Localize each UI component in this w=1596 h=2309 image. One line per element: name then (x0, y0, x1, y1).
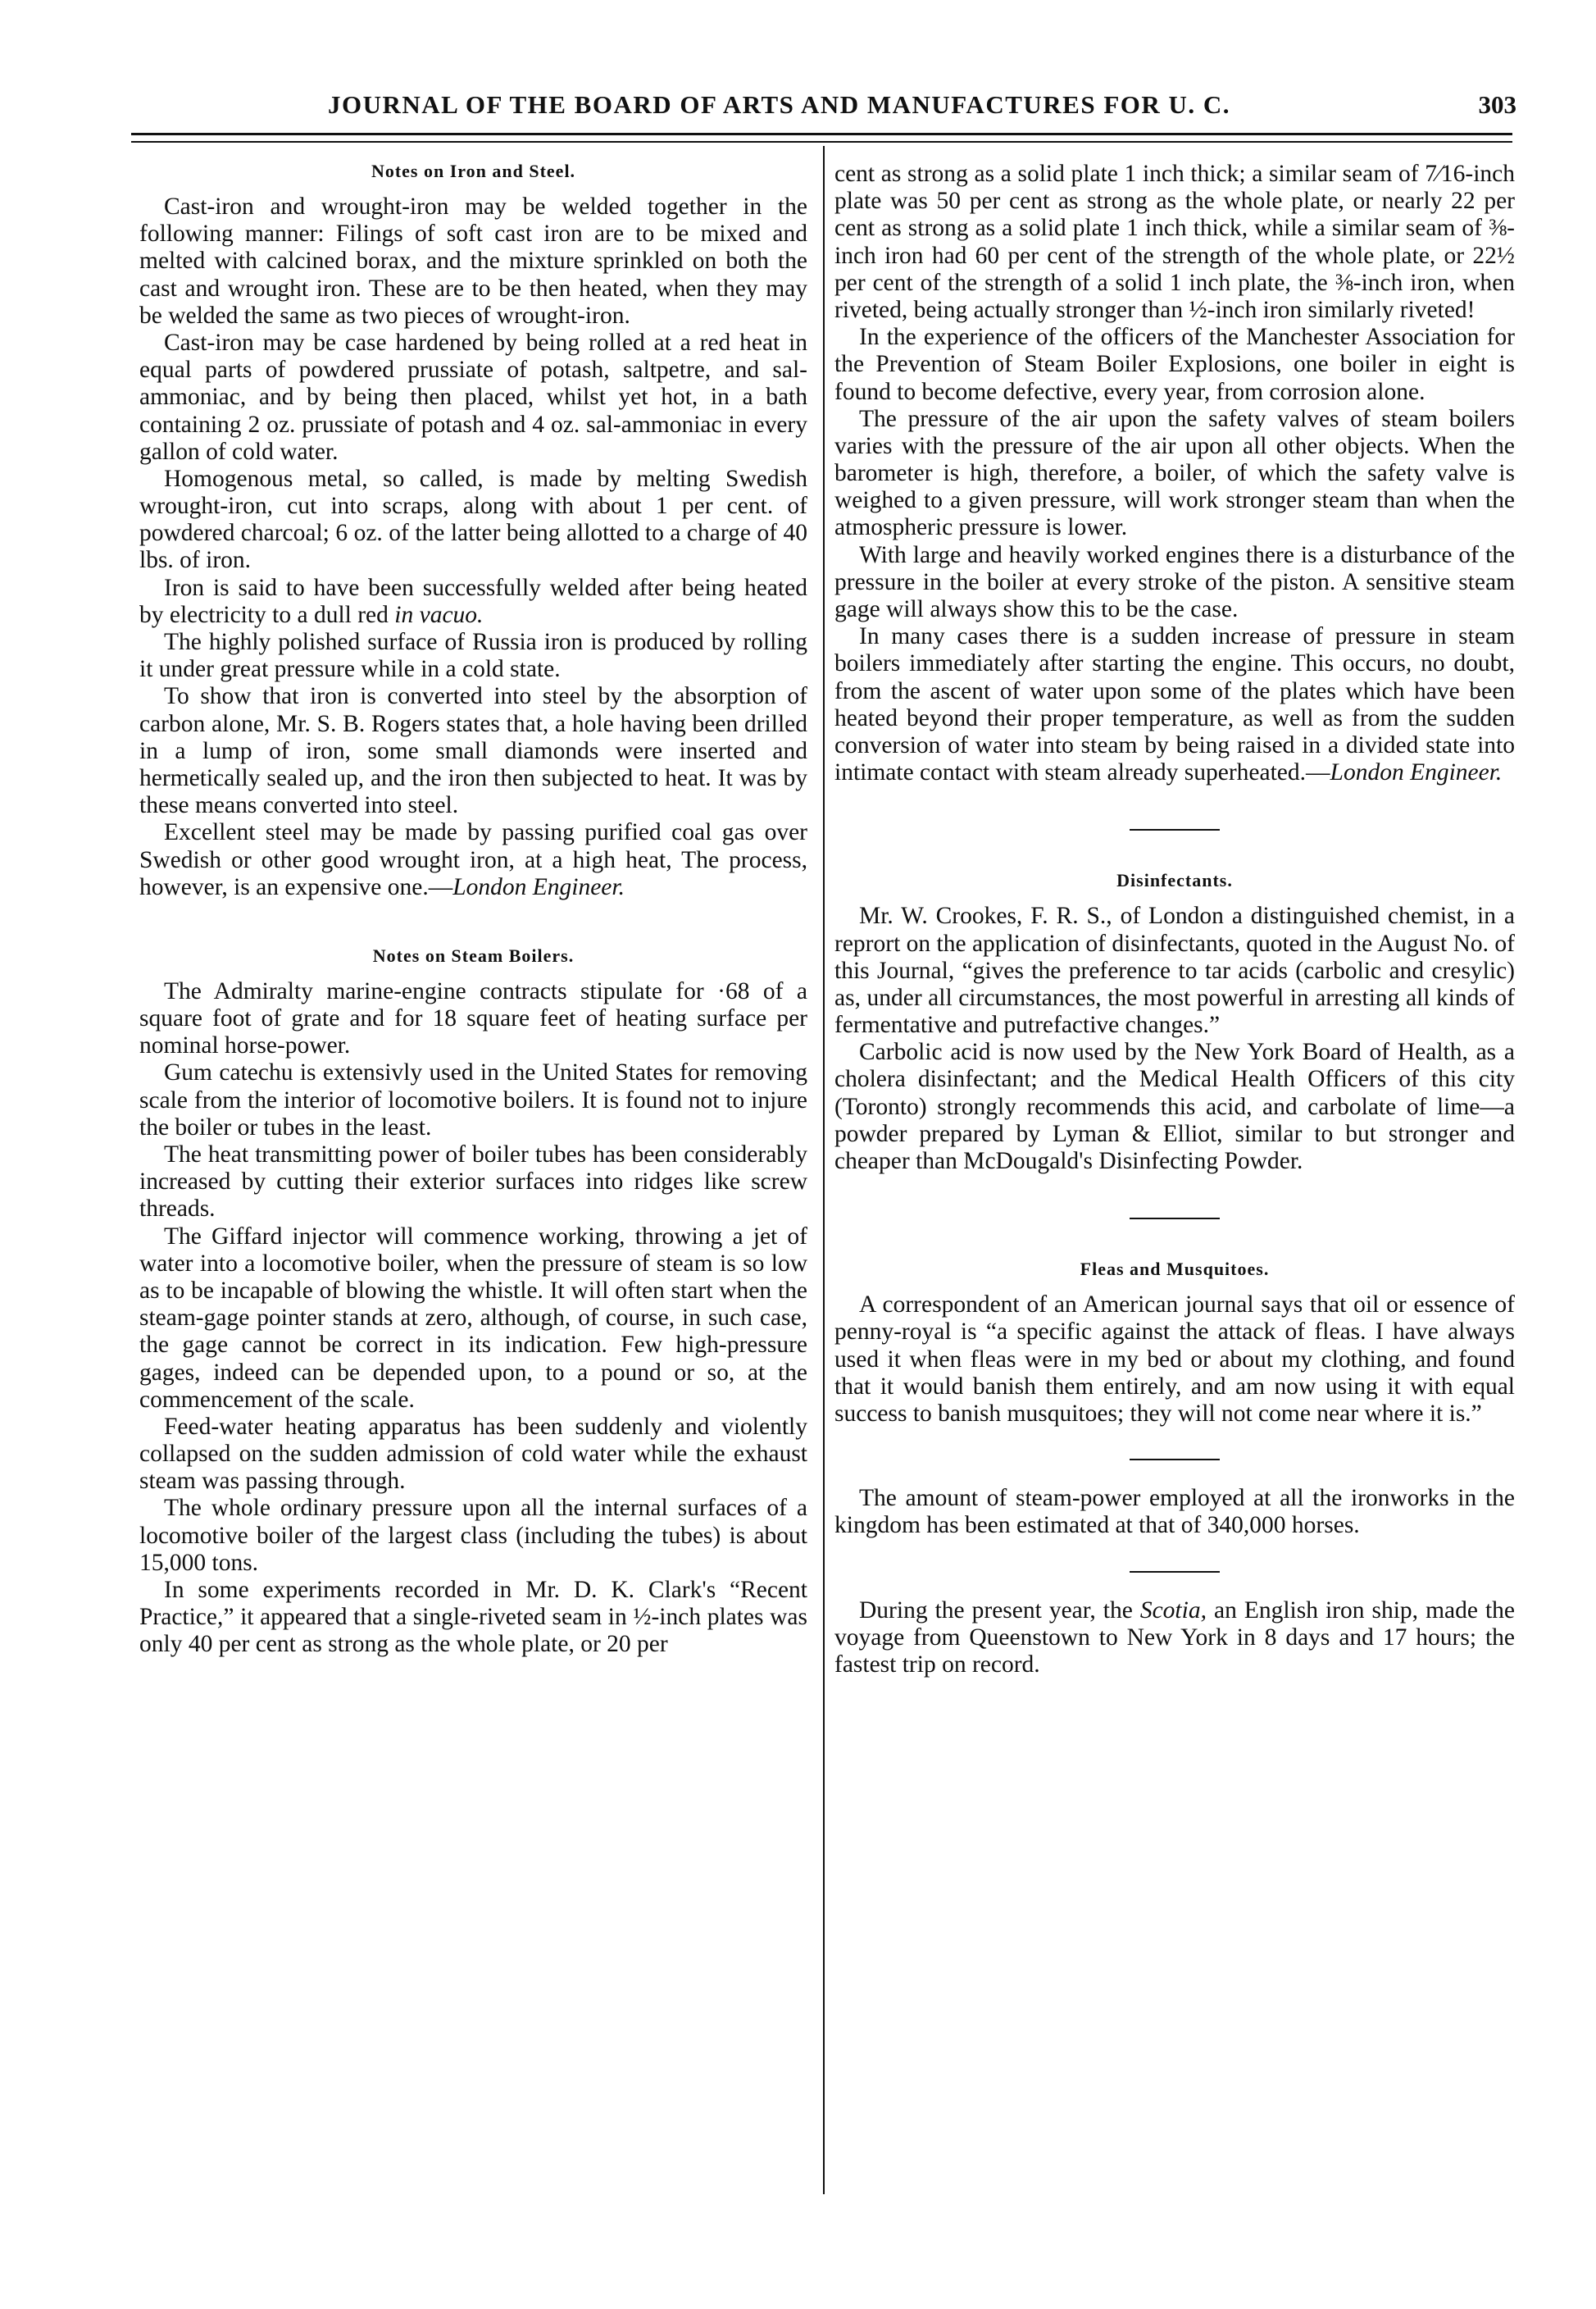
section-separator (1130, 1459, 1220, 1460)
paragraph: Cast-iron and wrought-iron may be welded together in the following manner: Filings of soft cast iron are to be mixed and melted with calcined borax, and the mixture sprinkled on both the cast and wrought iron. These are to be then heated, when they may be welded the same as two pieces of wrought-iron. (139, 194, 807, 329)
source-citation: London Engineer. (452, 873, 625, 900)
paragraph: Carbolic acid is now used by the New York Board of Health, as a cholera disinfectant; and the Medical Health Officers of this city (Toronto) strongly recommends this acid, and carbolate of lime—a powder prepared by Lyman & Elliot, similar to but stronger and cheaper than McDougald's Disinfecting Powder. (834, 1039, 1515, 1174)
paragraph: Cast-iron may be case hardened by being rolled at a red heat in equal parts of powdered prussiate of potash, saltpetre, and sal-ammoniac, and by being then placed, whilst yet hot, in a bath containing 2 oz. prussiate of potash and 4 oz. sal-ammoniac in every gallon of cold water. (139, 329, 807, 465)
paragraph: To show that iron is converted into steel by the absorption of carbon alone, Mr. S. B. Rogers states that, a hole having been drilled in a lump of iron, some small diamonds were inserted and hermetically sealed up, and the iron then subjected to heat. It was by these means converted into steel. (139, 683, 807, 819)
left-column (139, 161, 807, 1659)
paragraph: The amount of steam-power employed at all the ironworks in the kingdom has been estimated at that of 340,000 horses. (834, 1485, 1515, 1539)
article-title-disinfectants: Disinfectants. (1116, 870, 1233, 891)
article-title-iron-steel: Notes on Iron and Steel. (371, 161, 576, 181)
paragraph: Mr. W. Crookes, F. R. S., of London a distinguished chemist, in a reprort on the application of disinfectants, quoted in the August No. of this Journal, “gives the preference to tar acids (carbolic and cresylic) as, under all circumstances, the most powerful in arresting all kinds of fermentative and putrefactive changes.” (834, 903, 1515, 1039)
section-separator (1130, 829, 1220, 831)
paragraph (139, 819, 807, 901)
journal-title: JOURNAL OF THE BOARD OF ARTS AND MANUFACTURES FOR U. C. (328, 90, 1231, 119)
paragraph-text: Excellent steel may be made by passing purified coal gas over Swedish or other good wrought iron, at a high heat, The process, however, is an expensive one.— (139, 819, 807, 900)
paragraph: The highly polished surface of Russia iron is produced by rolling it under great pressure while in a cold state. (139, 629, 807, 683)
page-number: 303 (1478, 90, 1516, 119)
column-divider (823, 146, 825, 2194)
italic-phrase: in vacuo. (394, 601, 484, 628)
paragraph: Feed-water heating apparatus has been suddenly and violently collapsed on the sudden admission of cold water while the exhaust steam was passing through. (139, 1413, 807, 1495)
section-separator (1130, 1218, 1220, 1219)
section-gap (139, 901, 807, 945)
paragraph-text: an English iron ship, made the voyage from Queenstown to New York in 8 days and 17 hours; the fastest trip on record. (834, 1596, 1515, 1678)
paragraph: Homogenous metal, so called, is made by melting Swedish wrought-iron, cut into scraps, along with about 1 per cent. of powdered charcoal; 6 oz. of the latter being allotted to a charge of 40 lbs. of iron. (139, 465, 807, 574)
paragraph: In the experience of the officers of the Manchester Association for the Prevention of Steam Boiler Explosions, one boiler in eight is found to become defective, every year, from corrosion alone. (834, 324, 1515, 405)
paragraph-text: In many cases there is a sudden increase of pressure in steam boilers immediately after starting the engine. This occurs, no doubt, from the ascent of water upon some of the plates which have been heated beyond their proper temperature, as well as from the sudden conversion of water into steam by being raised in a divided state into intimate contact with steam already superheated.— (834, 623, 1515, 786)
paragraph: The Admiralty marine-engine contracts stipulate for ·68 of a square foot of grate and for 18 square feet of heating surface per nominal horse-power. (139, 977, 807, 1059)
paragraph: In some experiments recorded in Mr. D. K. Clark's “Recent Practice,” it appeared that a single-riveted seam in ½-inch plates was only 40 per cent as strong as the whole plate, or 20 per (139, 1577, 807, 1658)
paragraph: The pressure of the air upon the safety valves of steam boilers varies with the pressure of the air upon all other objects. When the barometer is high, therefore, a boiler, of which the safety valve is weighed to a given pressure, will work stronger steam than when the atmospheric pressure is lower. (834, 405, 1515, 541)
paragraph (834, 623, 1515, 786)
section-separator (1130, 1571, 1220, 1573)
right-column (834, 161, 1515, 1678)
paragraph (834, 1597, 1515, 1679)
paragraph (139, 575, 807, 629)
paragraph: The Giffard injector will commence working, throwing a jet of water into a locomotive boiler, when the pressure of steam is so low as to be incapable of blowing the whistle. It will often start when the steam-gage pointer stands at zero, although, of course, in such case, the gage cannot be correct in its indication. Few high-pressure gages, indeed can be depended upon, to a pound or so, at the commencement of the scale. (139, 1223, 807, 1413)
article-title-fleas-musquitoes: Fleas and Musquitoes. (1080, 1259, 1270, 1280)
header-rule-thin (131, 141, 1512, 143)
header-rule-thick (131, 133, 1512, 135)
paragraph: Gum catechu is extensivly used in the United States for removing scale from the interior of locomotive boilers. It is found not to injure the boiler or tubes in the least. (139, 1059, 807, 1141)
paragraph: A correspondent of an American journal says that oil or essence of penny-royal is “a specific against the attack of fleas. I have always used it when fleas were in my bed or about my clothing, and found that it would banish them entirely, and am now using it with equal success to banish musquitoes; they will not come near where it is.” (834, 1291, 1515, 1427)
paragraph: The whole ordinary pressure upon all the internal surfaces of a locomotive boiler of the largest class (including the tubes) is about 15,000 tons. (139, 1495, 807, 1576)
paragraph-text: During the present year, the (859, 1596, 1140, 1624)
paragraph: With large and heavily worked engines there is a disturbance of the pressure in the boiler at every stroke of the piston. A sensitive steam gage will always show this to be the case. (834, 541, 1515, 622)
paragraph-continued: cent as strong as a solid plate 1 inch thick; a similar seam of 7⁄16-inch plate was 50 per cent as strong as the whole plate, or nearly 22 per cent as strong as a solid plate 1 inch thick, while a similar seam of ⅜-inch iron had 60 per cent of the strength of the whole plate, or 22½ per cent of the strength of a solid 1 inch plate, the ⅜-inch iron, when riveted, being actually stronger than ½-inch iron similarly riveted! (834, 161, 1515, 323)
running-header (123, 90, 1516, 131)
source-citation: London Engineer. (1330, 759, 1503, 786)
ship-name: Scotia, (1139, 1596, 1207, 1624)
article-title-steam-boilers: Notes on Steam Boilers. (372, 945, 575, 966)
paragraph-text: Iron is said to have been successfully welded after being heated by electricity to a dull red (139, 574, 807, 628)
paragraph: The heat transmitting power of boiler tubes has been considerably increased by cutting their exterior surfaces into ridges like screw threads. (139, 1141, 807, 1223)
